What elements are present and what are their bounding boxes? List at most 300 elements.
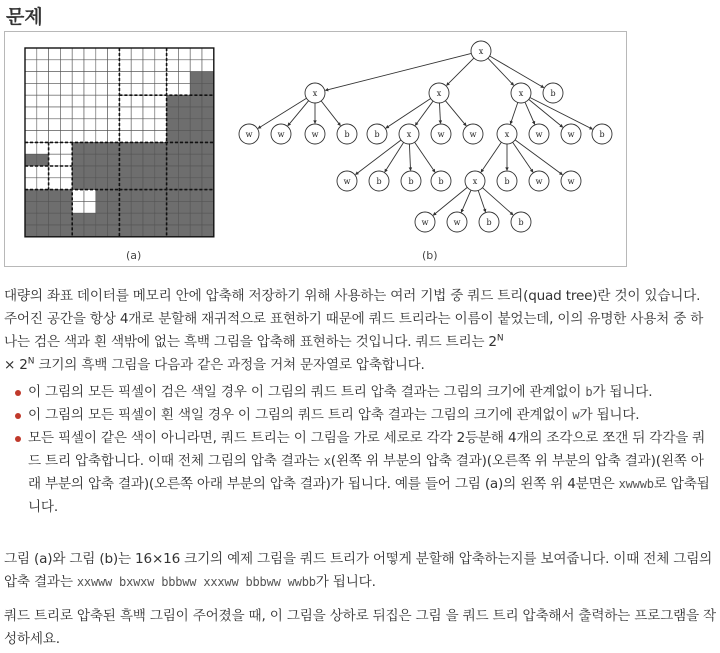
black-pixel — [131, 154, 143, 166]
white-pixel — [131, 107, 143, 119]
tree-edge — [481, 142, 501, 172]
white-pixel — [60, 142, 72, 154]
tree-edge — [385, 142, 404, 171]
tree-node-label: x — [478, 47, 484, 56]
white-pixel — [72, 119, 84, 131]
black-pixel — [155, 154, 167, 166]
white-pixel — [108, 60, 120, 72]
white-pixel — [25, 131, 37, 143]
black-pixel — [167, 201, 179, 213]
black-pixel — [178, 213, 190, 225]
white-pixel — [143, 131, 155, 143]
white-pixel — [84, 190, 96, 202]
caption-b: (b) — [422, 249, 438, 262]
white-pixel — [25, 72, 37, 84]
black-pixel — [190, 166, 202, 178]
example-text-end: 가 됩니다. — [315, 574, 376, 590]
white-pixel — [60, 48, 72, 60]
white-pixel — [96, 60, 108, 72]
white-pixel — [84, 60, 96, 72]
white-pixel — [155, 83, 167, 95]
problem-heading: 문제 — [6, 6, 43, 28]
rule-item-black — [4, 381, 716, 404]
white-pixel — [49, 142, 61, 154]
white-pixel — [25, 119, 37, 131]
white-pixel — [143, 48, 155, 60]
black-pixel — [60, 190, 72, 202]
white-pixel — [60, 131, 72, 143]
edge-arrowhead — [439, 120, 442, 124]
black-pixel — [72, 213, 84, 225]
black-pixel — [119, 225, 131, 237]
black-pixel — [178, 142, 190, 154]
tree-node-label: x — [312, 89, 318, 98]
white-pixel — [25, 166, 37, 178]
black-pixel — [108, 142, 120, 154]
white-pixel — [49, 166, 61, 178]
black-pixel — [167, 166, 179, 178]
white-pixel — [155, 119, 167, 131]
tree-node-label: w — [469, 130, 477, 139]
quad-tree — [239, 41, 612, 232]
black-pixel — [155, 190, 167, 202]
edge-arrowhead — [505, 167, 508, 171]
white-pixel — [25, 142, 37, 154]
white-pixel — [84, 83, 96, 95]
tree-node-label: b — [408, 177, 414, 186]
bullet-icon — [15, 436, 21, 442]
black-pixel — [119, 154, 131, 166]
tree-node-label: b — [376, 177, 382, 186]
black-pixel — [72, 166, 84, 178]
white-pixel — [155, 60, 167, 72]
black-pixel — [119, 190, 131, 202]
white-pixel — [143, 95, 155, 107]
black-pixel — [190, 201, 202, 213]
black-pixel — [131, 213, 143, 225]
tree-node-label: w — [437, 130, 445, 139]
white-pixel — [49, 48, 61, 60]
white-pixel — [143, 83, 155, 95]
white-pixel — [84, 107, 96, 119]
black-pixel — [167, 95, 179, 107]
bullet-icon — [15, 413, 21, 419]
white-pixel — [155, 95, 167, 107]
white-pixel — [143, 60, 155, 72]
tree-node-label: w — [535, 177, 543, 186]
tree-node-label: x — [504, 130, 510, 139]
white-pixel — [190, 48, 202, 60]
black-pixel — [143, 142, 155, 154]
black-pixel — [96, 190, 108, 202]
white-pixel — [96, 72, 108, 84]
rule-list — [4, 381, 716, 519]
tree-edge — [326, 53, 472, 90]
rule-text: 모든 픽셀이 같은 색이 아니라면, 쿼드 트리는 이 그림을 가로 세로로 각각 2등분해 4개의 조각으로 쪼갠 뒤 각각을 쿼드 트리 압축합니다. 이때 전체 그림의 압축 결과는 — [28, 430, 706, 469]
rule-text-end: 로 압축됩니다. — [28, 476, 710, 515]
white-pixel — [108, 119, 120, 131]
task-paragraph: 쿼드 트리로 압축된 흑백 그림이 주어졌을 때, 이 그림을 상하로 뒤집은 그림 을 쿼드 트리 압축해서 출력하는 프로그램을 작성하세요. — [4, 608, 716, 647]
black-pixel — [25, 213, 37, 225]
white-pixel — [96, 95, 108, 107]
black-pixel — [178, 131, 190, 143]
black-pixel — [167, 178, 179, 190]
tree-edge — [525, 102, 535, 124]
white-pixel — [119, 119, 131, 131]
white-pixel — [155, 131, 167, 143]
black-pixel — [108, 178, 120, 190]
black-pixel — [72, 154, 84, 166]
white-pixel — [60, 154, 72, 166]
rule-item-white — [4, 404, 716, 427]
white-pixel — [119, 72, 131, 84]
black-pixel — [178, 166, 190, 178]
black-pixel — [25, 225, 37, 237]
black-pixel — [108, 225, 120, 237]
tree-node-label: w — [567, 130, 575, 139]
black-pixel — [202, 154, 214, 166]
edge-arrowhead — [483, 209, 486, 213]
black-pixel — [60, 225, 72, 237]
white-pixel — [143, 119, 155, 131]
quadtree-figure — [4, 31, 627, 267]
white-pixel — [119, 95, 131, 107]
tree-node-label: b — [518, 218, 524, 227]
rule-item-mixed — [4, 427, 716, 519]
black-pixel — [190, 72, 202, 84]
black-pixel — [131, 201, 143, 213]
black-pixel — [178, 178, 190, 190]
black-pixel — [178, 225, 190, 237]
black-pixel — [155, 166, 167, 178]
black-pixel — [143, 166, 155, 178]
white-pixel — [143, 72, 155, 84]
tree-node-label: b — [550, 89, 556, 98]
tree-node-label: b — [344, 130, 350, 139]
black-pixel — [108, 201, 120, 213]
black-pixel — [167, 142, 179, 154]
white-pixel — [72, 48, 84, 60]
white-pixel — [155, 72, 167, 84]
tree-node-label: w — [567, 177, 575, 186]
white-pixel — [37, 48, 49, 60]
black-pixel — [190, 107, 202, 119]
white-pixel — [143, 107, 155, 119]
white-pixel — [25, 48, 37, 60]
white-pixel — [131, 119, 143, 131]
white-pixel — [37, 72, 49, 84]
white-pixel — [37, 107, 49, 119]
black-pixel — [131, 178, 143, 190]
black-pixel — [119, 178, 131, 190]
black-pixel — [37, 225, 49, 237]
black-pixel — [60, 213, 72, 225]
white-pixel — [37, 166, 49, 178]
white-pixel — [167, 48, 179, 60]
tree-node-label: w — [245, 130, 253, 139]
black-pixel — [131, 225, 143, 237]
white-pixel — [190, 60, 202, 72]
rule-text-end: 가 됩니다. — [592, 384, 653, 400]
black-pixel — [190, 225, 202, 237]
white-pixel — [167, 83, 179, 95]
black-pixel — [178, 95, 190, 107]
black-pixel — [131, 142, 143, 154]
edge-arrowhead — [409, 167, 412, 171]
tree-edge — [288, 101, 309, 126]
intro-paragraph — [4, 285, 716, 377]
white-pixel — [119, 48, 131, 60]
rule-text: 이 그림의 모든 픽셀이 흰 색일 경우 이 그림의 쿼드 트리 압축 결과는 그림의 크기에 관계없이 — [28, 407, 573, 423]
black-pixel — [108, 154, 120, 166]
white-pixel — [202, 48, 214, 60]
black-pixel — [49, 201, 61, 213]
black-pixel — [37, 154, 49, 166]
tree-node-label: w — [453, 218, 461, 227]
tree-node-label: x — [472, 177, 478, 186]
black-pixel — [49, 213, 61, 225]
black-pixel — [143, 225, 155, 237]
black-pixel — [25, 154, 37, 166]
intro-text-3: 크기의 흑백 그림을 다음과 같은 과정을 거쳐 문자열로 압축합니다. — [34, 357, 425, 373]
tree-edge — [461, 190, 471, 212]
tree-edge — [490, 56, 544, 87]
black-pixel — [37, 190, 49, 202]
pixel-grid — [25, 48, 214, 237]
black-pixel — [143, 201, 155, 213]
black-pixel — [155, 225, 167, 237]
black-pixel — [202, 178, 214, 190]
example-paragraph — [4, 548, 716, 594]
black-pixel — [143, 213, 155, 225]
black-pixel — [155, 201, 167, 213]
black-pixel — [84, 178, 96, 190]
white-pixel — [178, 83, 190, 95]
white-pixel — [72, 60, 84, 72]
white-pixel — [25, 95, 37, 107]
white-pixel — [96, 48, 108, 60]
black-pixel — [119, 201, 131, 213]
black-pixel — [143, 178, 155, 190]
white-pixel — [37, 83, 49, 95]
black-pixel — [202, 142, 214, 154]
black-pixel — [72, 142, 84, 154]
white-pixel — [49, 95, 61, 107]
black-pixel — [155, 213, 167, 225]
white-pixel — [96, 107, 108, 119]
white-pixel — [37, 119, 49, 131]
white-pixel — [25, 107, 37, 119]
white-pixel — [131, 72, 143, 84]
black-pixel — [143, 154, 155, 166]
rule-code: w — [572, 408, 580, 422]
intro-text-2: × 2 — [4, 357, 28, 373]
black-pixel — [96, 154, 108, 166]
white-pixel — [49, 83, 61, 95]
tree-node-label: x — [436, 89, 442, 98]
intro-sup-2: N — [27, 356, 35, 367]
white-pixel — [37, 131, 49, 143]
white-pixel — [108, 72, 120, 84]
black-pixel — [190, 142, 202, 154]
black-pixel — [167, 107, 179, 119]
white-pixel — [155, 48, 167, 60]
white-pixel — [49, 131, 61, 143]
white-pixel — [60, 95, 72, 107]
black-pixel — [202, 72, 214, 84]
tree-edge — [511, 102, 518, 123]
black-pixel — [49, 225, 61, 237]
black-pixel — [167, 119, 179, 131]
caption-a: (a) — [126, 249, 142, 262]
black-pixel — [96, 225, 108, 237]
white-pixel — [84, 72, 96, 84]
black-pixel — [96, 178, 108, 190]
white-pixel — [155, 107, 167, 119]
black-pixel — [108, 166, 120, 178]
white-pixel — [108, 95, 120, 107]
black-pixel — [84, 142, 96, 154]
white-pixel — [37, 60, 49, 72]
black-pixel — [167, 154, 179, 166]
tree-edge — [439, 103, 440, 123]
tree-node-label: b — [486, 218, 492, 227]
black-pixel — [202, 95, 214, 107]
white-pixel — [131, 131, 143, 143]
black-pixel — [72, 225, 84, 237]
black-pixel — [131, 166, 143, 178]
white-pixel — [167, 72, 179, 84]
black-pixel — [178, 201, 190, 213]
white-pixel — [84, 131, 96, 143]
intro-sup-1: N — [496, 333, 504, 344]
tree-node-label: w — [277, 130, 285, 139]
white-pixel — [131, 83, 143, 95]
black-pixel — [190, 83, 202, 95]
white-pixel — [96, 131, 108, 143]
tree-edge — [321, 101, 340, 125]
white-pixel — [108, 48, 120, 60]
bullet-icon — [15, 390, 21, 396]
black-pixel — [84, 213, 96, 225]
white-pixel — [119, 131, 131, 143]
black-pixel — [190, 119, 202, 131]
black-pixel — [178, 154, 190, 166]
tree-node-label: b — [599, 130, 605, 139]
white-pixel — [72, 131, 84, 143]
edge-arrowhead — [313, 120, 316, 124]
white-pixel — [60, 83, 72, 95]
white-pixel — [84, 95, 96, 107]
white-pixel — [108, 107, 120, 119]
rule-text: 이 그림의 모든 픽셀이 검은 색일 경우 이 그림의 쿼드 트리 압축 결과는 그림의 크기에 관계없이 — [28, 384, 586, 400]
black-pixel — [190, 190, 202, 202]
white-pixel — [60, 72, 72, 84]
white-pixel — [60, 60, 72, 72]
black-pixel — [178, 119, 190, 131]
white-pixel — [49, 107, 61, 119]
tree-edge — [447, 58, 474, 85]
black-pixel — [202, 131, 214, 143]
black-pixel — [84, 166, 96, 178]
edge-arrowhead — [510, 121, 513, 125]
white-pixel — [25, 83, 37, 95]
rule-code: b — [585, 385, 593, 399]
black-pixel — [72, 178, 84, 190]
white-pixel — [72, 83, 84, 95]
rule-text-mid: (왼쪽 위 부분의 압축 결과)(오른쪽 위 부분의 압축 결과)(왼쪽 아래 부분의 압축 결과)(오른쪽 아래 부분의 압축 결과)가 됩니다. 예를 들어 그림 (a)의 왼쪽 위 4분면은 — [28, 453, 704, 492]
black-pixel — [25, 201, 37, 213]
white-pixel — [60, 119, 72, 131]
tree-node-label: b — [374, 130, 380, 139]
black-pixel — [190, 95, 202, 107]
white-pixel — [25, 60, 37, 72]
tree-edge — [415, 142, 435, 172]
black-pixel — [202, 190, 214, 202]
white-pixel — [60, 178, 72, 190]
black-pixel — [167, 213, 179, 225]
figure-canvas — [5, 32, 626, 266]
rule-text-end: 가 됩니다. — [579, 407, 640, 423]
white-pixel — [119, 60, 131, 72]
black-pixel — [155, 178, 167, 190]
white-pixel — [131, 48, 143, 60]
white-pixel — [131, 60, 143, 72]
black-pixel — [96, 213, 108, 225]
black-pixel — [202, 83, 214, 95]
black-pixel — [190, 131, 202, 143]
black-pixel — [37, 213, 49, 225]
black-pixel — [190, 154, 202, 166]
black-pixel — [37, 201, 49, 213]
intro-text-1: 대량의 좌표 데이터를 메모리 안에 압축해 저장하기 위해 사용하는 여러 기법 중 쿼드 트리(quad tree)란 것이 있습니다. 주어진 공간을 항상 4개로 분할해 재귀적으로 표현하기 때문에 쿼드 트리라는 이름이 붙었는데, 이의 유명한 사용처 중 하나는 검은 색과 흰 색밖에 없는 흑백 그림을 압축해 표현하는 것입니다. 쿼드 트리는 2 — [4, 288, 704, 350]
white-pixel — [37, 178, 49, 190]
white-pixel — [72, 201, 84, 213]
tree-edge — [415, 101, 433, 125]
black-pixel — [49, 190, 61, 202]
black-pixel — [202, 213, 214, 225]
white-pixel — [72, 95, 84, 107]
white-pixel — [96, 83, 108, 95]
black-pixel — [167, 190, 179, 202]
white-pixel — [72, 107, 84, 119]
black-pixel — [84, 154, 96, 166]
white-pixel — [84, 48, 96, 60]
edge-arrowhead — [325, 88, 329, 91]
tree-edge — [409, 144, 410, 170]
black-pixel — [202, 201, 214, 213]
white-pixel — [84, 201, 96, 213]
tree-edge — [478, 190, 485, 211]
tree-node-label: x — [518, 89, 524, 98]
white-pixel — [49, 178, 61, 190]
black-pixel — [96, 166, 108, 178]
black-pixel — [190, 213, 202, 225]
white-pixel — [178, 60, 190, 72]
tree-node-label: w — [535, 130, 543, 139]
black-pixel — [202, 225, 214, 237]
white-pixel — [49, 60, 61, 72]
tree-node-label: w — [343, 177, 351, 186]
tree-node-label: w — [311, 130, 319, 139]
white-pixel — [49, 72, 61, 84]
white-pixel — [119, 107, 131, 119]
white-pixel — [167, 60, 179, 72]
white-pixel — [37, 142, 49, 154]
white-pixel — [60, 166, 72, 178]
black-pixel — [108, 213, 120, 225]
black-pixel — [178, 190, 190, 202]
